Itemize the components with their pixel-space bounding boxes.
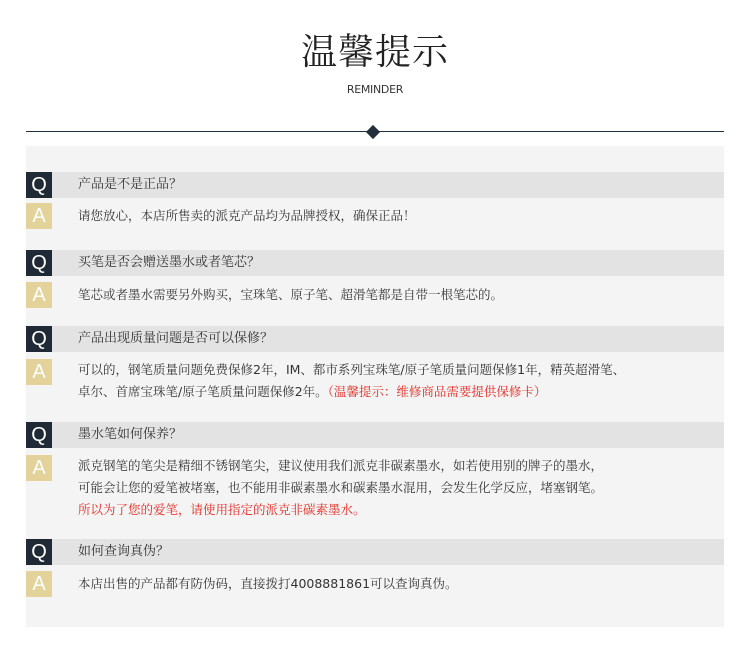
- page-title: 温馨提示: [300, 32, 449, 73]
- faq-question-row: [26, 172, 724, 198]
- answer-badge: A: [26, 359, 52, 385]
- answer-badge: A: [26, 571, 52, 597]
- faq-question-row: [26, 539, 724, 565]
- page-subtitle: REMINDER: [346, 83, 404, 96]
- faq-answer-row: [26, 359, 724, 409]
- faq-question-row: [26, 422, 724, 448]
- answer-text: 笔芯或者墨水需要另外购买，宝珠笔、原子笔、超滑笔都是自带一根笔芯的。: [78, 287, 504, 302]
- answer-line: 可能会让您的爱笔被堵塞，也不能用非碳素墨水和碳素墨水混用，会发生化学反应，堵塞钢笔。: [78, 480, 604, 495]
- answer-text: 请您放心，本店所售卖的派克产品均为品牌授权，确保正品！: [78, 208, 416, 223]
- divider-diamond: [366, 125, 380, 139]
- answer-text: [78, 359, 718, 403]
- answer-text: [78, 455, 718, 521]
- warranty-note: （温馨提示：维修商品需要提供保修卡）: [327, 384, 547, 399]
- question-badge: Q: [26, 422, 52, 448]
- faq-answer-row: [26, 282, 724, 312]
- question-badge: Q: [26, 326, 52, 352]
- answer-badge: A: [26, 203, 52, 229]
- answer-badge: A: [26, 282, 52, 308]
- question-badge: Q: [26, 250, 52, 276]
- faq-question-row: [26, 326, 724, 352]
- question-text: 墨水笔如何保养？: [78, 427, 183, 442]
- question-text: 买笔是否会赠送墨水或者笔芯？: [78, 255, 261, 270]
- answer-line: 派克钢笔的笔尖是精细不锈钢笔尖，建议使用我们派克非碳素墨水，如若使用别的牌子的墨水，: [78, 458, 604, 473]
- question-text: 产品是不是正品？: [78, 177, 183, 192]
- answer-badge: A: [26, 455, 52, 481]
- answer-line: [78, 381, 718, 403]
- faq-answer-row: [26, 571, 724, 601]
- question-text: 产品出现质量问题是否可以保修？: [78, 331, 274, 346]
- faq-answer-row: [26, 455, 724, 527]
- faq-answer-row: [26, 203, 724, 233]
- answer-text: 本店出售的产品都有防伪码，直接拨打4008881861可以查询真伪。: [78, 576, 458, 591]
- question-badge: Q: [26, 539, 52, 565]
- question-text: 如何查询真伪？: [78, 544, 170, 559]
- answer-line: 可以的，钢笔质量问题免费保修2年，IM、都市系列宝珠笔/原子笔质量问题保修1年，精英超滑笔、: [78, 362, 626, 377]
- ink-note: 所以为了您的爱笔，请使用指定的派克非碳素墨水。: [78, 502, 366, 517]
- question-badge: Q: [26, 172, 52, 198]
- answer-line-text: 卓尔、首席宝珠笔/原子笔质量问题保修2年。: [78, 384, 328, 399]
- faq-question-row: [26, 250, 724, 276]
